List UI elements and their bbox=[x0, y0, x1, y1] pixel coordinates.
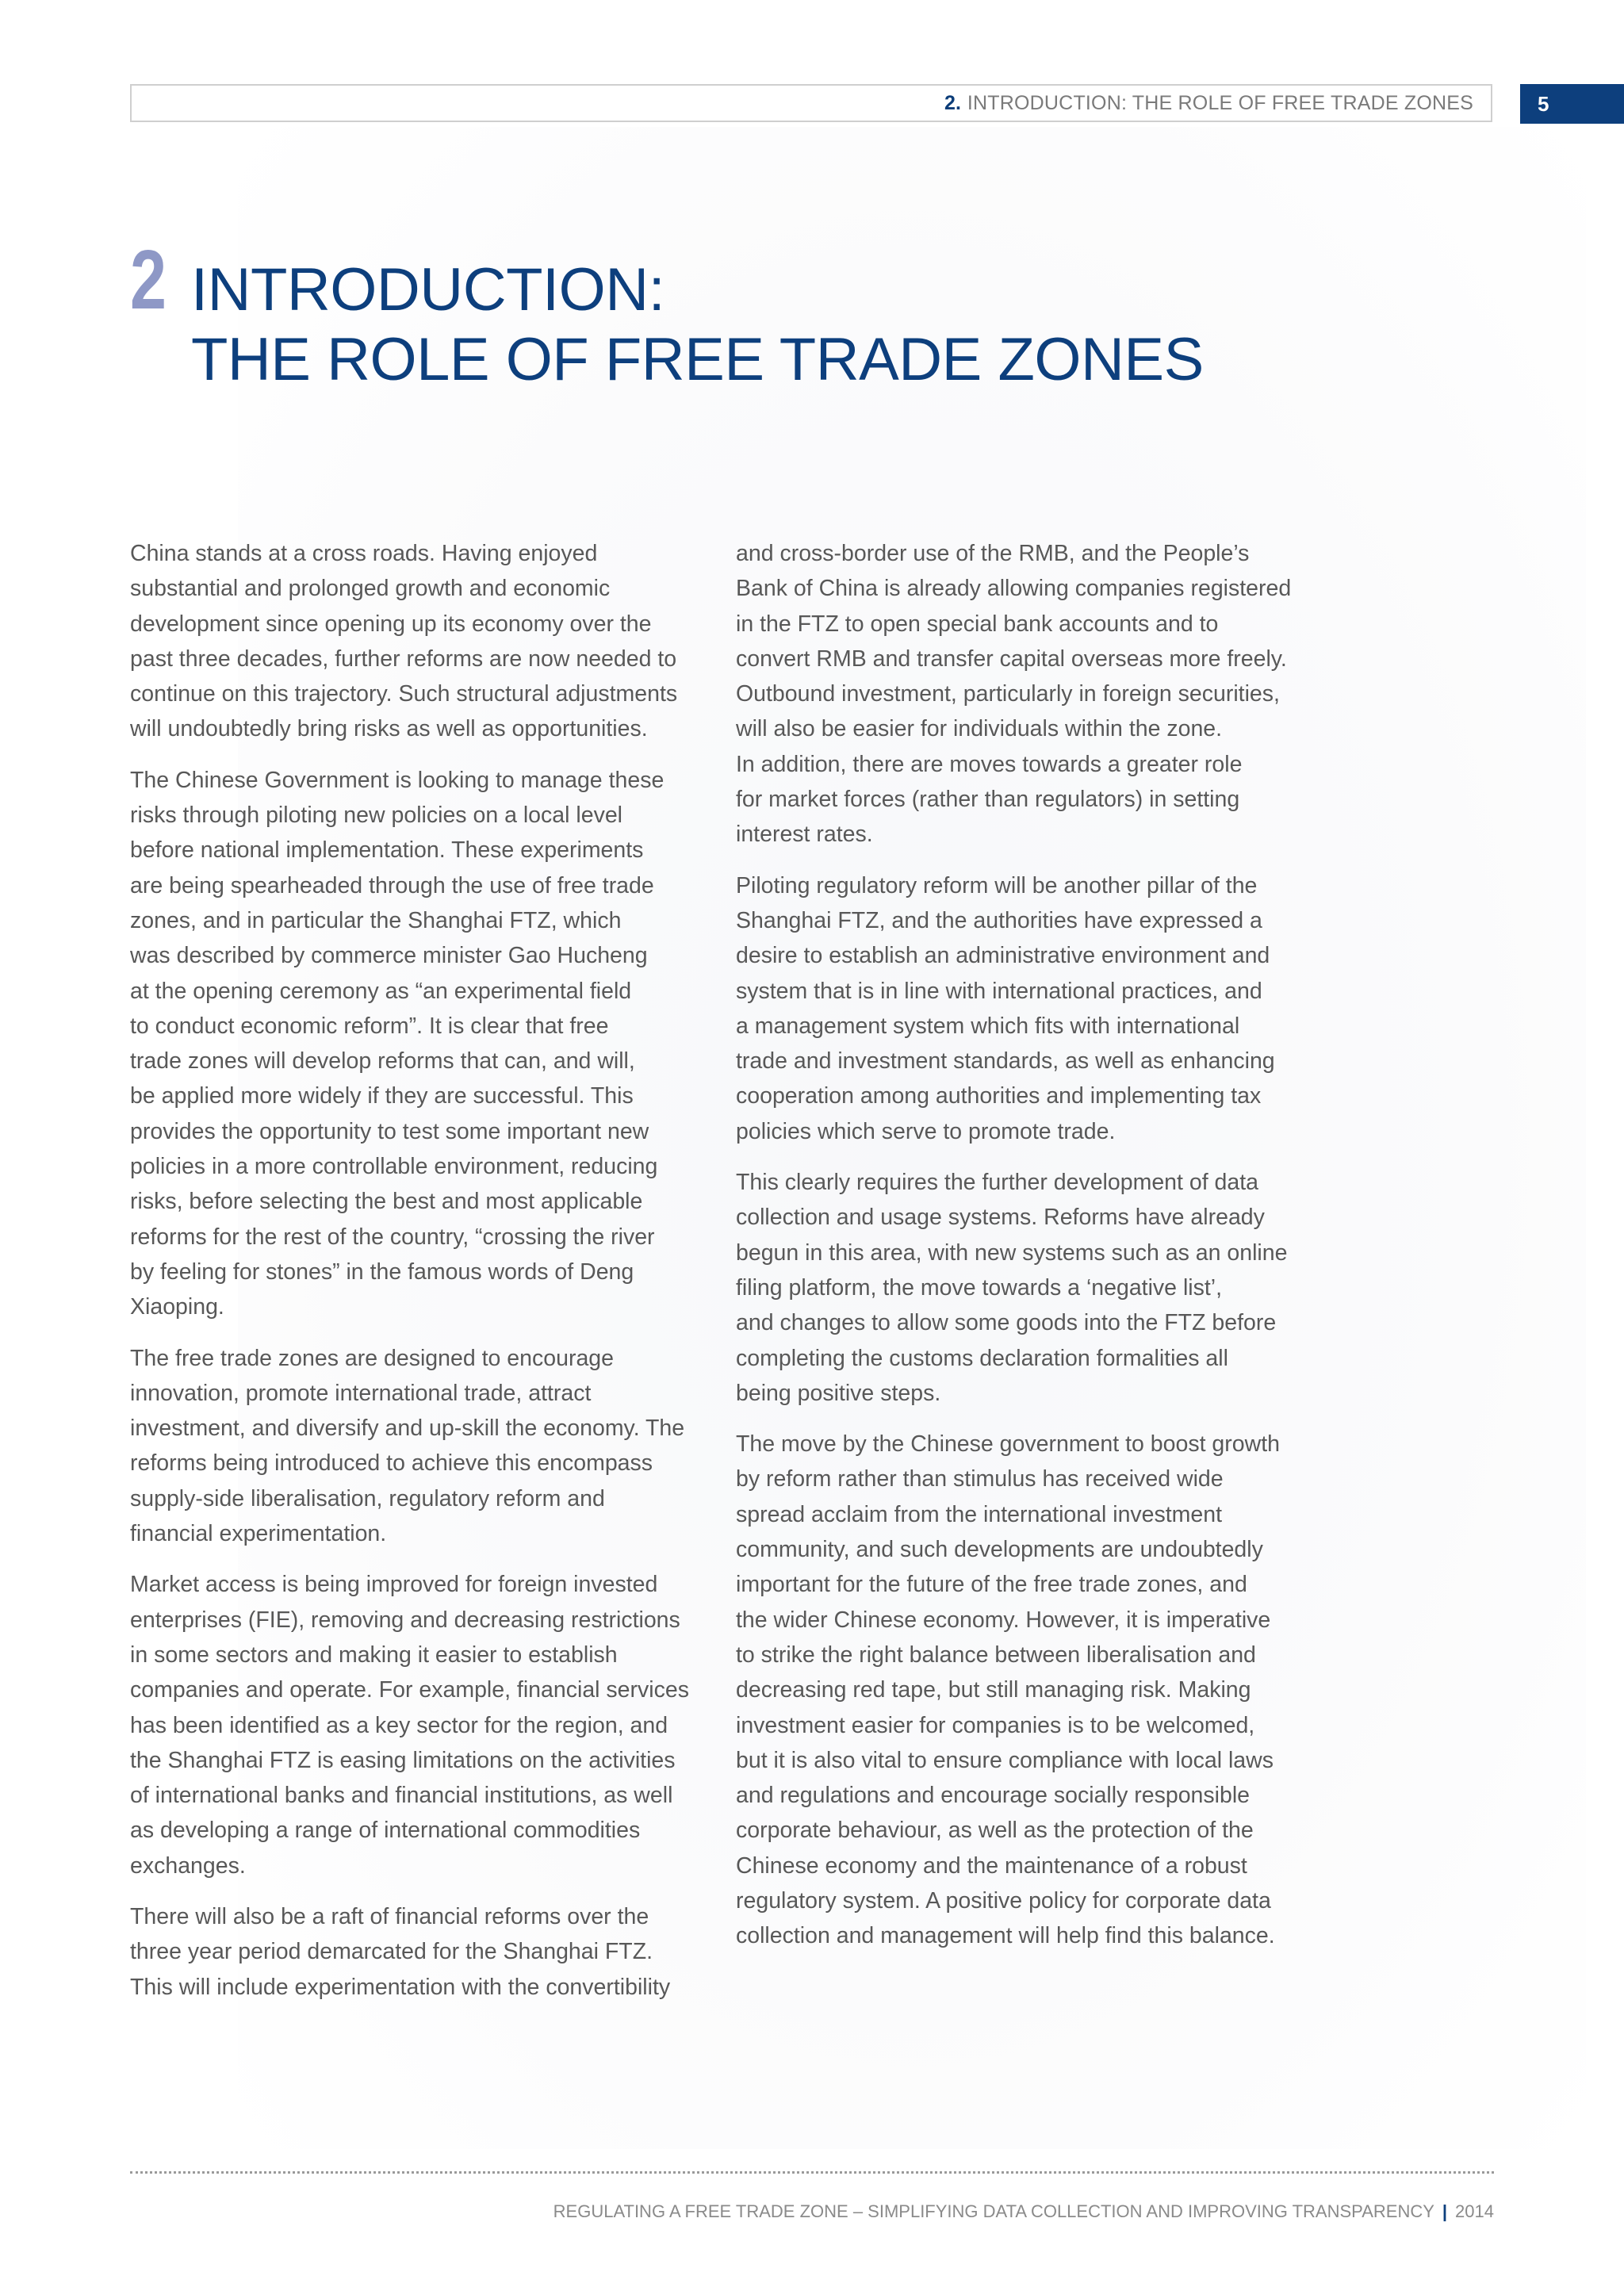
text-line: Xiaoping. bbox=[130, 1294, 224, 1320]
text-line: was described by commerce minister Gao Hucheng bbox=[130, 943, 648, 969]
text-line: companies and operate. For example, financial services bbox=[130, 1677, 689, 1703]
text-line: This will include experimentation with the convertibility bbox=[130, 1974, 671, 2000]
text-line: In addition, there are moves towards a greater role bbox=[736, 751, 1243, 777]
text-line: community, and such developments are undoubtedly bbox=[736, 1537, 1263, 1563]
text-line: interest rates. bbox=[736, 822, 873, 848]
running-header bbox=[130, 84, 1492, 122]
text-line: system that is in line with international practices, and bbox=[736, 978, 1262, 1004]
text-line: will also be easier for individuals within the zone. bbox=[736, 716, 1223, 742]
text-line: convert RMB and transfer capital overseas more freely. bbox=[736, 646, 1287, 672]
text-line: enterprises (FIE), removing and decreasing restrictions bbox=[130, 1607, 680, 1633]
text-line: Piloting regulatory reform will be another pillar of the bbox=[736, 872, 1258, 898]
text-line: zones, and in particular the Shanghai FTZ, which bbox=[130, 907, 622, 933]
text-line: and regulations and encourage socially responsible bbox=[736, 1783, 1251, 1809]
text-line: reforms being introduced to achieve this encompass bbox=[130, 1450, 653, 1477]
text-line: past three decades, further reforms are now needed to bbox=[130, 646, 677, 672]
body-paragraph bbox=[130, 1341, 709, 1552]
text-line: collection and management will help find this balance. bbox=[736, 1923, 1275, 1949]
text-line: as developing a range of international commodities bbox=[130, 1818, 641, 1844]
text-line: three year period demarcated for the Shanghai FTZ. bbox=[130, 1939, 653, 1965]
text-line: completing the customs declaration formalities all bbox=[736, 1345, 1228, 1371]
text-line: financial experimentation. bbox=[130, 1521, 387, 1547]
text-line: risks through piloting new policies on a local level bbox=[130, 803, 623, 829]
text-line: will undoubtedly bring risks as well as opportunities. bbox=[130, 716, 648, 742]
text-line: Outbound investment, particularly in foreign securities, bbox=[736, 681, 1280, 707]
text-line: provides the opportunity to test some important new bbox=[130, 1118, 649, 1144]
text-line: and cross-border use of the RMB, and the People’s bbox=[736, 541, 1250, 566]
left-text-column bbox=[130, 536, 709, 2021]
chapter-number: 2 bbox=[130, 233, 167, 327]
chapter-title-line-2: THE ROLE OF FREE TRADE ZONES bbox=[191, 326, 1204, 393]
text-line: the Shanghai FTZ is easing limitations on the activities bbox=[130, 1747, 676, 1773]
footer-year: 2014 bbox=[1455, 2201, 1494, 2221]
text-line: but it is also vital to ensure compliance with local laws bbox=[736, 1747, 1274, 1773]
text-line: Market access is being improved for foreign invested bbox=[130, 1572, 658, 1598]
text-line: Bank of China is already allowing companies registered bbox=[736, 576, 1292, 602]
body-paragraph bbox=[130, 536, 709, 747]
text-line: innovation, promote international trade, attract bbox=[130, 1380, 592, 1406]
header-section-title: INTRODUCTION: THE ROLE OF FREE TRADE ZONES bbox=[967, 91, 1473, 114]
footer-publication-title: REGULATING A FREE TRADE ZONE – SIMPLIFYING DATA COLLECTION AND IMPROVING TRANSPARENCY bbox=[553, 2201, 1434, 2221]
text-line: Chinese economy and the maintenance of a robust bbox=[736, 1852, 1247, 1879]
text-line: trade zones will develop reforms that can, and will, bbox=[130, 1048, 635, 1075]
text-line: and changes to allow some goods into the FTZ before bbox=[736, 1310, 1277, 1336]
text-line: corporate behaviour, as well as the protection of the bbox=[736, 1818, 1254, 1844]
text-line: are being spearheaded through the use of free trade bbox=[130, 872, 654, 898]
body-paragraph bbox=[130, 1899, 709, 2005]
text-line: desire to establish an administrative environment and bbox=[736, 943, 1270, 969]
body-paragraph bbox=[130, 763, 709, 1325]
page-number: 5 bbox=[1520, 84, 1624, 124]
text-line: The Chinese Government is looking to manage these bbox=[130, 767, 665, 793]
text-line: spread acclaim from the international investment bbox=[736, 1501, 1223, 1527]
body-paragraph bbox=[736, 536, 1315, 852]
text-line: development since opening up its economy over the bbox=[130, 611, 652, 637]
text-line: risks, before selecting the best and most applicable bbox=[130, 1189, 643, 1215]
text-line: be applied more widely if they are successful. This bbox=[130, 1083, 634, 1109]
text-line: to strike the right balance between liberalisation and bbox=[736, 1642, 1256, 1668]
chapter-title-line-1: INTRODUCTION: bbox=[191, 256, 665, 324]
text-line: The move by the Chinese government to boost growth bbox=[736, 1431, 1280, 1458]
text-line: important for the future of the free trade zones, and bbox=[736, 1572, 1247, 1598]
header-section-number: 2. bbox=[944, 91, 961, 114]
text-line: This clearly requires the further development of data bbox=[736, 1170, 1259, 1196]
text-line: before national implementation. These experiments bbox=[130, 837, 644, 864]
text-line: the wider Chinese economy. However, it is imperative bbox=[736, 1607, 1271, 1633]
text-line: reforms for the rest of the country, “crossing the river bbox=[130, 1224, 655, 1250]
text-line: has been identified as a key sector for the region, and bbox=[130, 1712, 668, 1738]
text-line: by reform rather than stimulus has received wide bbox=[736, 1466, 1224, 1492]
chapter-title bbox=[191, 255, 1301, 395]
text-line: by feeling for stones” in the famous words of Deng bbox=[130, 1259, 634, 1285]
text-line: substantial and prolonged growth and economic bbox=[130, 576, 611, 602]
right-text-column bbox=[736, 536, 1315, 1970]
text-line: in some sectors and making it easier to establish bbox=[130, 1642, 618, 1668]
page-footer bbox=[553, 2201, 1494, 2222]
text-line: being positive steps. bbox=[736, 1380, 941, 1406]
text-line: cooperation among authorities and implementing tax bbox=[736, 1083, 1262, 1109]
text-line: policies which serve to promote trade. bbox=[736, 1118, 1116, 1144]
text-line: investment easier for companies is to be welcomed, bbox=[736, 1712, 1255, 1738]
text-line: supply-side liberalisation, regulatory reform and bbox=[130, 1485, 605, 1511]
footer-divider bbox=[130, 2171, 1494, 2174]
text-line: at the opening ceremony as “an experimental field bbox=[130, 978, 632, 1004]
text-line: of international banks and financial institutions, as well bbox=[130, 1783, 673, 1809]
text-line: investment, and diversify and up-skill the economy. The bbox=[130, 1416, 685, 1442]
text-line: trade and investment standards, as well as enhancing bbox=[736, 1048, 1275, 1075]
text-line: continue on this trajectory. Such structural adjustments bbox=[130, 681, 678, 707]
text-line: for market forces (rather than regulators) in setting bbox=[736, 787, 1240, 813]
text-line: begun in this area, with new systems such as an online bbox=[736, 1239, 1288, 1266]
text-line: regulatory system. A positive policy for corporate data bbox=[736, 1887, 1271, 1914]
body-paragraph bbox=[736, 1427, 1315, 1953]
text-line: Shanghai FTZ, and the authorities have expressed a bbox=[736, 907, 1262, 933]
text-line: The free trade zones are designed to encourage bbox=[130, 1345, 614, 1371]
footer-separator: | bbox=[1442, 2201, 1448, 2221]
text-line: a management system which fits with international bbox=[736, 1013, 1240, 1039]
text-line: in the FTZ to open special bank accounts and to bbox=[736, 611, 1219, 637]
body-paragraph bbox=[736, 1165, 1315, 1411]
text-line: China stands at a cross roads. Having enjoyed bbox=[130, 541, 598, 566]
text-line: There will also be a raft of financial reforms over the bbox=[130, 1903, 649, 1929]
body-paragraph bbox=[130, 1567, 709, 1883]
text-line: to conduct economic reform”. It is clear that free bbox=[130, 1013, 609, 1039]
text-line: decreasing red tape, but still managing risk. Making bbox=[736, 1677, 1251, 1703]
text-line: filing platform, the move towards a ‘negative list’, bbox=[736, 1274, 1223, 1301]
text-line: policies in a more controllable environment, reducing bbox=[130, 1154, 658, 1180]
text-line: collection and usage systems. Reforms have already bbox=[736, 1205, 1265, 1231]
body-paragraph bbox=[736, 868, 1315, 1149]
text-line: exchanges. bbox=[130, 1852, 246, 1879]
